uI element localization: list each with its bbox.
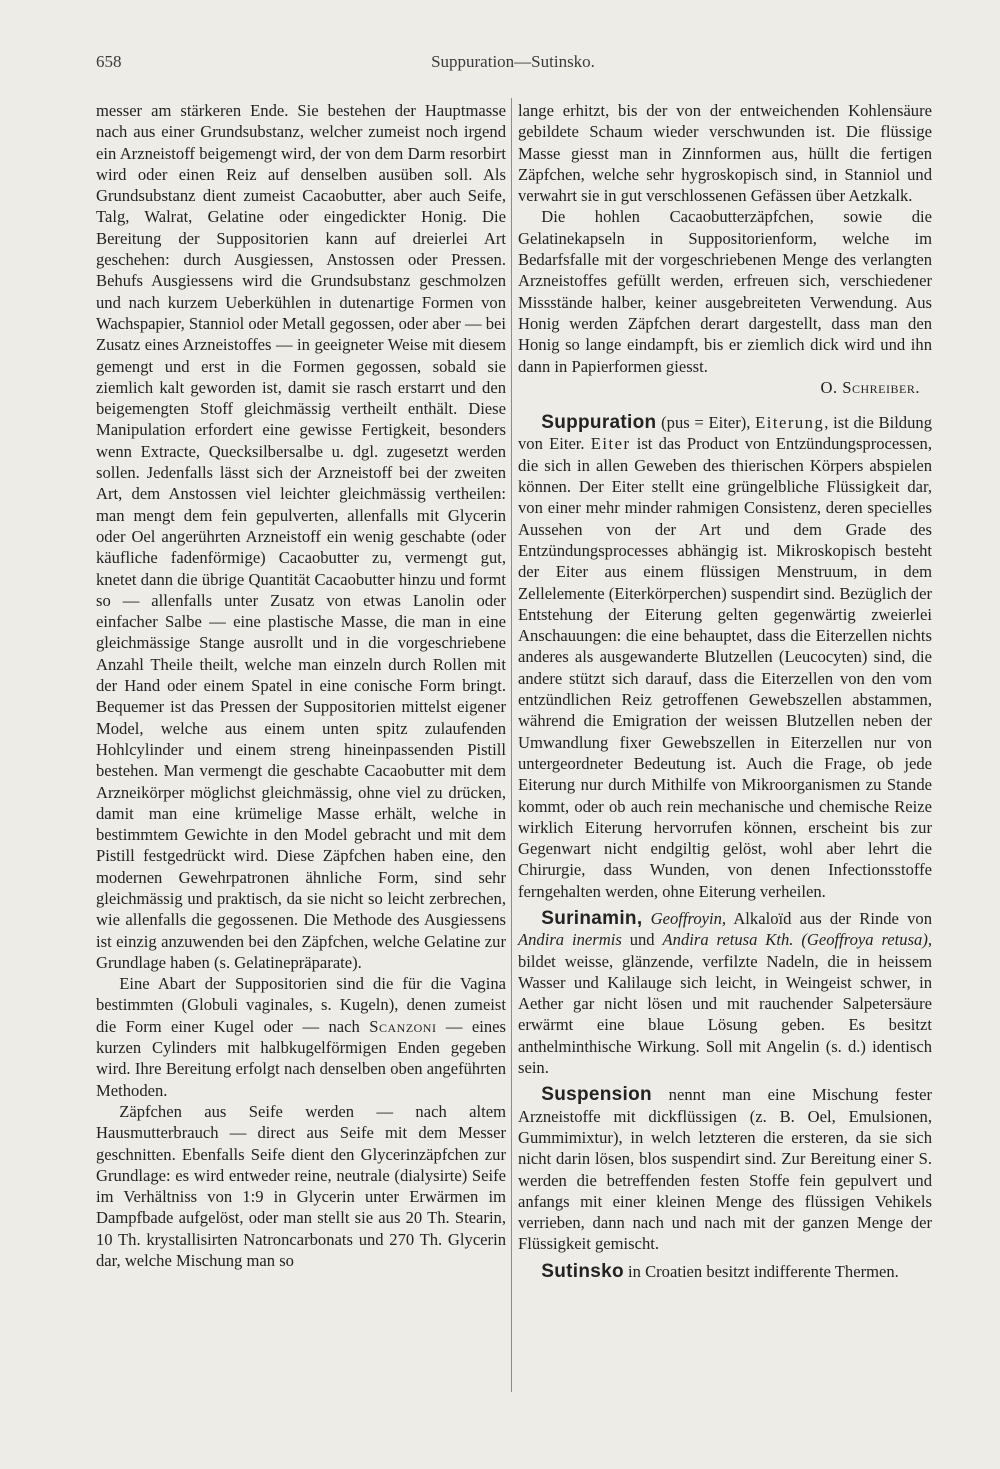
entry-text-italic: Andira retusa Kth. (Geoffroya retusa),: [662, 930, 932, 950]
entry-text: ist das Product von Entzündungsprocessen, die sich in allen Geweben des thierischen Körpers abspielen können. Der Eiter stellt eine grüngelbliche Flüssigkeit dar, von einer mehr minder rahmigen Consistenz, deren specielles Aussehen von der Art und dem Grade des Entzündungsprocesses abhängig ist. Mikroskopisch besteht der Eiter aus einem flüssigen Menstruum, in dem Zellelemente (Eiterkörperchen) suspendirt sind. Bezüglich der Entstehung der Eiterung gelten gegenwärtig zweierlei Anschauungen: die eine behauptet, dass die Eiterzellen nichts anderes als ausgewanderte Blutzellen (Leucocyten) sind, die andere stützt sich darauf, dass die Eiterzellen von den vom entzündlichen Reiz getroffenen Gewebszellen abstammen, während die Emigration der weissen Blutzellen neben der Umwandlung fixer Gewebszellen in Eiterzellen nur von untergeordneter Bedeutung ist. Auch die Frage, ob jede Eiterung nur durch Mithilfe von Mikroorganismen zu Stande kommt, oder ob auch rein mechanische und chemische Reize wirklich Eiterung hervorrufen können, erscheint bis zur Gegenwart nicht endgiltig gelöst, wohl aber lehrt die Chirurgie, dass Wunden, von denen Infectionsstoffe ferngehalten werden, ohne Eiterung verheilen.: [518, 434, 933, 901]
entry-suppuration: [518, 412, 932, 902]
running-head: Suppuration—Sutinsko.: [431, 52, 595, 71]
paragraph: [96, 973, 506, 1101]
page-header: [96, 52, 930, 76]
paragraph: lange erhitzt, bis der von der entweichenden Kohlensäure gebildete Schaum wieder verschwunden ist. Die flüssige Masse giesst man in Zinnformen aus, hüllt die fertigen Zäpfchen, welche sehr hygroskopisch sind, in Stanniol und verwahrt sie in gut verschlossenen Gefässen über Aetzkalk.: [518, 101, 932, 206]
column-divider: [511, 98, 512, 1392]
entry-sutinsko: [518, 1261, 932, 1282]
entry-text: , ist die Bildung von Eiter.: [518, 413, 932, 454]
entry-text: und: [621, 930, 663, 950]
entry-headword: Surinamin,: [541, 907, 643, 929]
paragraph-text: — eines kurzen Cylinders mit halbkugelförmigen Enden gegeben wird. Ihre Bereitung erfolgt nach denselben oben angeführten Methoden.: [96, 1016, 506, 1100]
entry-text: Alkaloïd aus der Rinde von: [726, 908, 932, 928]
entry-text-spaced: Eiterung: [755, 413, 825, 433]
entry-surinamin: [518, 908, 932, 1078]
entry-text-italic: Andira inermis: [518, 930, 622, 950]
spacer: [518, 398, 932, 412]
paragraph: messer am stärkeren Ende. Sie bestehen der Hauptmasse nach aus einer Grundsubstanz, welcher zumeist noch irgend ein Arzneistoff beigemengt wird, der von dem Darm resorbirt wird oder einen Reiz auf denselben ausüben soll. Als Grundsubstanz dient zumeist Cacaobutter, aber auch Seife, Talg, Walrat, Gelatine oder eingedickter Honig. Die Bereitung der Suppositorien kann auf dreierlei Art geschehen: durch Ausgiessen, Anstossen oder Pressen. Behufs Ausgiessens wird die Grundsubstanz geschmolzen und nach kurzem Ueberkühlen in dutenartige Formen von Wachspapier, Stanniol oder Metall gegossen, oder aber — bei Zusatz eines Arzneistoffes — in geeigneter Weise mit diesem gemengt und erst in die Formen gegossen, sobald sie ziemlich kalt geworden ist, damit sie rasch erstarrt und den beigemengten Stoff gleichmässig vertheilt enthält. Diese Manipulation erfordert eine gewisse Fertigkeit, besonders wenn Extracte, Quecksilbersalbe u. dgl. zugesetzt werden sollen. Jedenfalls lässt sich der Arzneistoff bei der zweiten Art, dem Anstossen viel leichter gleichmässig vertheilen: man mengt dem fein gepulverten, allenfalls mit Glycerin oder Oel angerührten Arzneistoff ein wenig geschabte (oder käufliche fadenförmige) Cacaobutter zu, vermengt gut, knetet dann die übrige Quantität Cacaobutter hinzu und formt so — allenfalls unter Zusatz von etwas Lanolin oder einfacher Salbe — eine plastische Masse, die man in eine gleichmässige Stange ausrollt und in die vorgeschriebene Anzahl Theile theilt, welche man einzeln durch Rollen mit der Hand oder einem Spatel in eine conische Form bringt. Bequemer ist das Pressen der Suppositorien mittelst eigener Model, welche aus einem unten spitz zulaufenden Hohlcylinder und einem streng hineinpassenden Pistill bestehen. Man vermengt die geschabte Cacaobutter mit dem Arzneikörper möglichst gleichmässig, ohne viel zu drücken, damit man eine krümelige Masse erhält, welche in bestimmtem Gewichte in den Model gebracht und mit dem Pistill festgedrückt wird. Diese Zäpfchen haben eine, den modernen Gewehrpatronen ähnliche Form, sind sehr gleichmässig und praktisch, da sie nicht so leicht zerbrechen, wie allenfalls die gegossenen. Die Methode des Ausgiessens ist einzig anzuwenden bei den Zäpfchen, welche Gelatine zur Grundlage haben (s. Gelatinepräparate).: [96, 101, 506, 972]
entry-text-italic: Geoffroyin,: [642, 908, 727, 928]
entry-suspension: [518, 1084, 932, 1254]
entry-text: (pus = Eiter),: [656, 413, 756, 433]
paragraph: Die hohlen Cacaobutterzäpfchen, sowie die Gelatinekapseln in Suppositorienform, welche im Bedarfsfalle mit der vorgeschriebenen Menge des verlangten Arzneistoffes gefüllt werden, erfreuen sich, verschiedener Missstände halber, keiner ausgebreiteten Verwendung. Aus Honig werden Zäpfchen derart dargestellt, dass man den Honig so lange eindampft, bis er ziemlich dick wird und ihn dann in Papierformen giesst.: [518, 207, 932, 376]
entry-headword: Suspension: [541, 1084, 652, 1106]
left-column: [96, 100, 506, 1271]
entry-text: in Croatien besitzt indifferente Thermen.: [623, 1261, 899, 1281]
entry-text: nennt man eine Mischung fester Arzneistoffe mit dickflüssigen (z. B. Oel, Emulsionen, Gummimixtur), in welch letzteren die ersteren, da sie sich nicht darin lösen, blos suspendirt sind. Zur Bereitung einer S. werden die betreffenden festen Stoffe fein gepulvert und anfangs mit einer kleinen Menge des flüssigen Vehikels verrieben, dann nach und nach mit der ganzen Menge der Flüssigkeit gemischt.: [518, 1085, 932, 1254]
entry-text: bildet weisse, glänzende, verfilzte Nadeln, die in heissem Wasser und Kalilauge sich leicht, in Weingeist schwer, in Aether gar nicht lösen und mit rauchender Salpetersäure erwärmt eine blaue Lösung geben. Es besitzt anthelminthische Wirkung. Soll mit Angelin (s. d.) identisch sein.: [518, 951, 932, 1078]
entry-headword: Suppuration: [541, 412, 657, 434]
page-number: 658: [96, 52, 122, 71]
author-signature: O. Schreiber.: [820, 377, 920, 397]
paragraph-text: Eine Abart der Suppositorien sind die für die Vagina bestimmten (Globuli vaginales, s. Kugeln), denen zumeist die Form einer Kugel oder — nach: [96, 974, 506, 1036]
right-column: [518, 100, 932, 1282]
entry-text-spaced: Eiter: [590, 434, 631, 454]
author-name: Scanzoni: [369, 1016, 437, 1036]
paragraph: Zäpfchen aus Seife werden — nach altem Hausmutterbrauch — direct aus Seife mit dem Messer geschnitten. Ebenfalls Seife dient den Glycerinzäpfchen zur Grundlage: es wird entweder reine, neutrale (dialysirte) Seife im Verhältniss von 1:9 in Glycerin unter Erwärmen im Dampfbade aufgelöst, oder man stellt sie aus 20 Th. Stearin, 10 Th. krystallisirten Natroncarbonats und 270 Th. Glycerin dar, welche Mischung man so: [96, 1101, 506, 1271]
entry-headword: Sutinsko: [541, 1260, 624, 1282]
